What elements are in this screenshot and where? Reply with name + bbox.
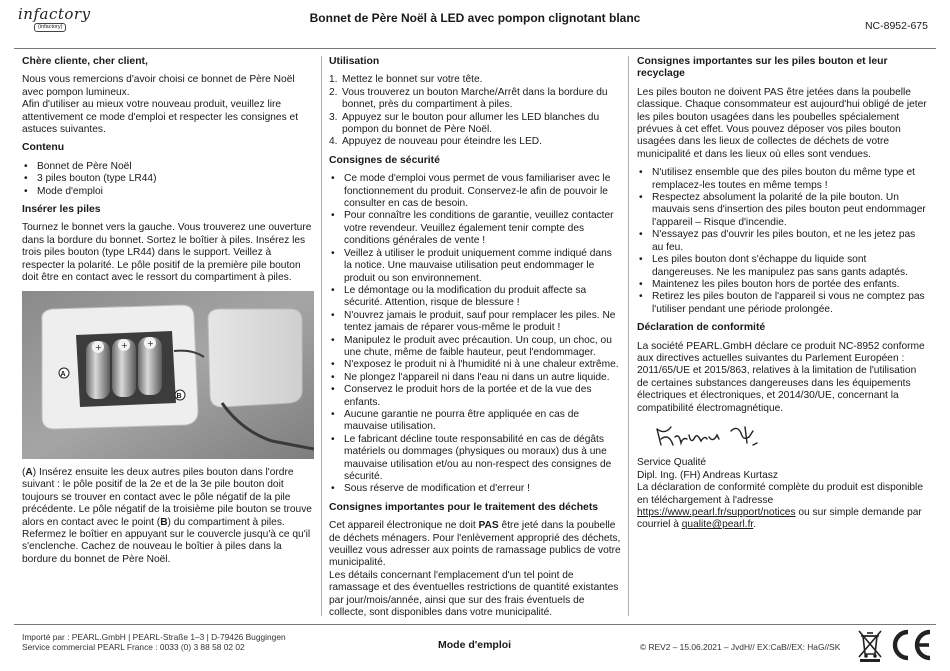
list-item: • Ne plongez l'appareil ni dans l'eau ni dans un autre liquide. [329, 372, 621, 384]
email-link[interactable]: qualite@pearl.fr [681, 519, 754, 531]
step-text: Mettez le bonnet sur votre tête. [342, 74, 483, 86]
list-item: • Ce mode d'emploi vous permet de vous familiariser avec le fonctionnement du produit. Conservez-le afin de pouvoir le consulter en cas de besoin. [329, 173, 621, 210]
intro-text-2: Afin d'utiliser au mieux votre nouveau produit, veuillez lire attentivement ce mode d'emploi et respecter les consignes et astuces suivantes. [22, 99, 299, 136]
sign-text-1: La déclaration de conformité complète du produit est disponible en téléchargement à l'adresse [637, 482, 923, 506]
caption-letter-a: A [25, 466, 33, 478]
piles-paragraph: Les piles bouton ne doivent PAS être jetées dans la poubelle classique. Chaque consommateur est aujourd'hui obligé de jeter les piles bouton usagées dans les poubelles spécialement prévues à cet effet. Vous pouvez déposer vos piles bouton usagées dans les lieux de collectes de déchets de votre municipalité et dans les lieux où elles sont vendues. [637, 86, 927, 160]
ce-mark-icon [888, 628, 932, 662]
document-title: Bonnet de Père Noël à LED avec pompon clignotant blanc [309, 11, 641, 25]
column-middle [329, 56, 621, 625]
piles-list [637, 167, 929, 316]
intro-paragraph [22, 74, 314, 136]
list-item: • Sous réserve de modification et d'erreur ! [329, 483, 621, 495]
step-number: 1. [329, 74, 338, 86]
page-header [0, 0, 950, 48]
footer-divider [14, 624, 936, 625]
footer-importer [22, 632, 286, 652]
dechets-bold: PAS [478, 520, 499, 532]
photo-caption: (A) Insérez ensuite les deux autres piles bouton dans l'ordre suivant : le pôle positif de la 2e et de la 3e pile bouton doit toujours se trouver en contact avec le pôle négatif de la pile précédente. Le pôle négatif de la troisième pile bouton se trouve alors en contact avec le point (B) du compartiment à piles. Refermez le boîtier en appuyant sur le couvercle jusqu'à ce qu'il s'enclenche. Cachez de nouveau le boîtier à piles dans la bordure du bonnet de Père Noël. [22, 466, 312, 565]
logo-badge: (infactory) [34, 23, 66, 32]
sign-text-2: ou sur simple demande par courriel à [637, 507, 922, 531]
conformite-heading: Déclaration de conformité [637, 322, 766, 334]
list-item: • N'utilisez ensemble que des piles bouton du même type et remplacez-les toutes en même temps ! [637, 167, 929, 192]
list-item: • Aucune garantie ne pourra être appliquée en cas de mauvaise utilisation. [329, 409, 621, 434]
signature-image [653, 423, 773, 449]
inserer-heading: Insérer les piles [22, 204, 101, 216]
dechets-text-1: Cet appareil électronique ne doit [329, 520, 479, 532]
list-item: • Bonnet de Père Noël [22, 161, 314, 173]
list-item: • N'essayez pas d'ouvrir les piles bouton, et ne les jetez pas au feu. [637, 229, 929, 254]
caption-text-1: ) Insérez ensuite les deux autres piles bouton dans l'ordre suivant : le pôle positif de la 2e et de la 3e pile bouton doit toujours se trouver en contact avec le pôle négatif de la pile précédente. Le pôle négatif de la troisième pile bouton se trouve alors en contact avec le point ( [22, 466, 312, 528]
list-item: • Manipulez le produit avec précaution. Un coup, un choc, ou une chute, même de faible hauteur, peut l'endommager. [329, 335, 621, 360]
header-divider [14, 48, 936, 49]
list-item: • Retirez les piles bouton de l'appareil si vous ne comptez pas l'utiliser pendant une période prolongée. [637, 291, 929, 316]
list-item: • Le démontage ou la modification du produit affecte sa sécurité. Attention, risque de blessure ! [329, 285, 621, 310]
column-divider [628, 56, 629, 616]
svg-text:+: + [95, 342, 102, 352]
column-right [637, 56, 929, 538]
caption-text-2: ) du compartiment à piles. Refermez le boîtier en appuyant sur le couvercle jusqu'à ce qu'il s'enclenche. Cachez de nouveau le boîtier à piles dans la bordure du bonnet de Père Noël. [22, 516, 311, 565]
utilisation-steps [329, 74, 621, 148]
logo-wordmark: infactory [18, 5, 91, 23]
battery-compartment-photo [22, 291, 314, 459]
column-divider [321, 56, 322, 616]
svg-text:+: + [147, 338, 154, 348]
list-item: • Conservez le produit hors de la portée et de la vue des enfants. [329, 384, 621, 409]
step-text: Appuyez sur le bouton pour allumer les LED blanches du pompon du bonnet de Père Noël. [342, 111, 600, 136]
weee-bin-icon [856, 628, 884, 662]
sign-text-3: . [753, 519, 757, 531]
step-item [329, 112, 621, 137]
step-number: 2. [329, 86, 338, 98]
svg-text:+: + [121, 340, 128, 350]
footer-line-2: Service commercial PEARL France : 0033 (0) 3 88 58 02 02 [22, 642, 245, 652]
securite-list [329, 173, 621, 496]
greeting: Chère cliente, cher client, [22, 56, 148, 67]
photo-label-b: B [176, 392, 182, 400]
piles-heading: Consignes importantes sur les piles bouton et leur recyclage [637, 56, 888, 80]
signature-block [637, 457, 929, 531]
securite-heading: Consignes de sécurité [329, 154, 440, 166]
sign-department: Service Qualité [637, 457, 707, 469]
list-item: • Respectez absolument la polarité de la pile bouton. Un mauvais sens d'insertion des piles bouton peut endommager l'appareil – Risque d'incendie. [637, 192, 929, 229]
dechets-heading: Consignes importantes pour le traitement des déchets [329, 501, 599, 513]
article-number: NC-8952-675 [864, 20, 928, 32]
list-item: • N'ouvrez jamais le produit, sauf pour remplacer les piles. Ne tentez jamais de réparer vous-même le produit ! [329, 310, 621, 335]
contenu-list [22, 161, 314, 198]
intro-text-1: Nous vous remercions d'avoir choisi ce bonnet de Père Noël avec pompon lumineux. [22, 74, 295, 98]
dechets-paragraph [329, 520, 621, 619]
list-item: • Les piles bouton dont s'échappe du liquide sont dangereuses. Ne les manipulez pas sans gants adaptés. [637, 254, 929, 279]
column-left [22, 56, 314, 572]
caption-letter-b: B [160, 516, 168, 528]
list-item: • Veillez à utiliser le produit uniquement comme indiqué dans la notice. Une mauvaise utilisation peut endommager le produit ou son environnement. [329, 248, 621, 285]
notices-link[interactable]: https://www.pearl.fr/support/notices [637, 507, 796, 518]
step-item [329, 136, 621, 148]
step-number: 4. [329, 136, 338, 148]
list-item: • 3 piles bouton (type LR44) [22, 173, 314, 185]
step-text: Vous trouverez un bouton Marche/Arrêt dans la bordure du bonnet, près du compartiment à piles. [342, 86, 608, 111]
step-text: Appuyez de nouveau pour éteindre les LED. [342, 136, 542, 148]
sign-name: Dipl. Ing. (FH) Andreas Kurtasz [637, 469, 778, 481]
step-item [329, 87, 621, 112]
step-item [329, 74, 621, 86]
list-item: • Maintenez les piles bouton hors de portée des enfants. [637, 279, 929, 291]
footer-revision: © REV2 – 15.06.2021 – JvdH// EX:CaB//EX: HaG//SK [640, 642, 841, 652]
list-item: • N'exposez le produit ni à l'humidité ni à une chaleur extrême. [329, 359, 621, 371]
conformite-paragraph: La société PEARL.GmbH déclare ce produit NC-8952 conforme aux directives actuelles suivantes du Parlement Européen : 2011/65/UE et 2015/863, relatives à la limitation de l'utilisation de certaines substances dangereuses dans les équipements électriques et électroniques, et 2014/30/UE, concernant la compatibilité électromagnétique. [637, 340, 925, 414]
dechets-text-3: Les détails concernant l'emplacement d'un tel point de ramassage et des éventuelles restrictions de quantité existantes par jour/mois/année, ainsi que sur des frais éventuels de collecte, sont disponibles dans votre municipalité. [329, 569, 619, 619]
utilisation-heading: Utilisation [329, 56, 380, 67]
step-number: 3. [329, 111, 338, 123]
photo-label-a: A [60, 370, 66, 378]
dechets-text-2: être jeté dans la poubelle de déchets ménagers. Pour l'enlèvement approprié des déchets, veuillez vous adresser aux points de ramassage publics de votre municipalité. [329, 520, 621, 569]
footer-line-1: Importé par : PEARL.GmbH | PEARL-Straße 1–3 | D-79426 Buggingen [22, 632, 286, 642]
contenu-heading: Contenu [22, 142, 65, 154]
inserer-paragraph: Tournez le bonnet vers la gauche. Vous trouverez une ouverture dans la bordure du bonnet. Sortez le boîtier à piles. Insérez les trois piles bouton (type LR44) dans le support. Veillez à respecter la polarité. Le pôle positif de la première pile bouton doit être en contact avec le ressort du compartiment à piles. [22, 222, 312, 284]
footer-title: Mode d'emploi [438, 639, 512, 651]
list-item: • Pour connaître les conditions de garantie, veuillez contacter votre revendeur. Veuillez également tenir compte des conditions générales de vente ! [329, 210, 621, 247]
list-item: • Le fabricant décline toute responsabilité en cas de dégâts matériels ou dommages (physiques ou moraux) dus à une mauvaise utilisation et/ou au non-respect des consignes de sécurité. [329, 434, 621, 484]
list-item: • Mode d'emploi [22, 186, 314, 198]
